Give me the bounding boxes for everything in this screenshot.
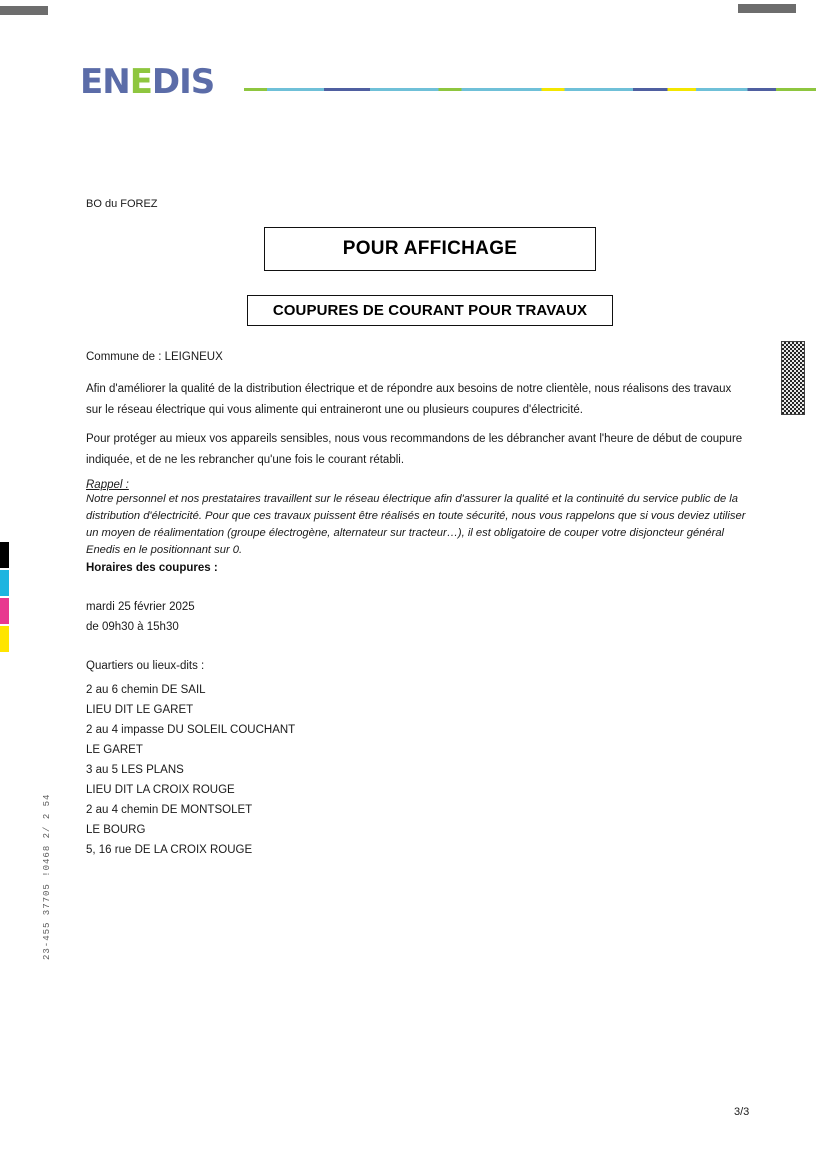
- list-item: LIEU DIT LA CROIX ROUGE: [86, 784, 235, 796]
- list-item: 3 au 5 LES PLANS: [86, 764, 184, 776]
- scan-registration-mark-right: [738, 4, 796, 13]
- page-number: 3/3: [734, 1106, 750, 1118]
- list-item: 5, 16 rue DE LA CROIX ROUGE: [86, 844, 253, 856]
- horaire-heure: de 09h30 à 15h30: [86, 621, 179, 633]
- scan-color-calibration-yellow: [0, 626, 9, 652]
- list-item: LIEU DIT LE GARET: [86, 704, 194, 716]
- horaire-date: mardi 25 février 2025: [86, 601, 195, 613]
- horaires-label: Horaires des coupures :: [86, 562, 218, 574]
- list-item: LE GARET: [86, 744, 143, 756]
- quartiers-label: Quartiers ou lieux-dits :: [86, 660, 205, 672]
- scan-color-calibration-black: [0, 542, 9, 568]
- scan-color-calibration-magenta: [0, 598, 9, 624]
- scan-side-code: 23-455 37705 !0468 2/ 2 54: [42, 793, 52, 960]
- enedis-logo: [80, 62, 214, 102]
- rappel-label: Rappel :: [86, 479, 129, 491]
- logo-text-part3: DIS: [151, 62, 215, 102]
- scan-registration-mark-left: [0, 6, 48, 15]
- header-color-rule: [244, 88, 816, 91]
- scan-color-calibration-cyan: [0, 570, 9, 596]
- title-box: POUR AFFICHAGE: [264, 227, 596, 271]
- rappel-text: Notre personnel et nos prestataires travaillent sur le réseau électrique afin d'assurer la qualité et la continuité du service public de la distribution d'électricité. Pour que ces travaux puissent être réalisés en toute sécurité, nous vous rappelons que si vous deviez utiliser un moyen de réalimentation (groupe électrogène, alternateur sur tracteur…), il est obligatoire de couper votre disjoncteur général Enedis en le positionnant sur 0.: [86, 493, 746, 556]
- datamatrix-barcode-icon: [781, 341, 805, 415]
- list-item: 2 au 6 chemin DE SAIL: [86, 684, 206, 696]
- agency-name: BO du FOREZ: [86, 198, 158, 210]
- list-item: 2 au 4 impasse DU SOLEIL COUCHANT: [86, 724, 296, 736]
- logo-text-part1: EN: [80, 62, 130, 102]
- quartiers-list: [86, 680, 295, 860]
- paragraph-improvement: Afin d'améliorer la qualité de la distribution électrique et de répondre aux besoins de notre clientèle, nous réalisons des travaux sur le réseau électrique qui vous alimente qui entraineront une ou plusieurs coupures d'électricité.: [86, 383, 732, 416]
- paragraph-protection: Pour protéger au mieux vos appareils sensibles, nous vous recommandons de les débrancher avant l'heure de début de coupure indiquée, et de ne les rebrancher qu'une fois le courant rétabli.: [86, 433, 743, 466]
- logo-text-part2: E: [129, 62, 152, 102]
- list-item: LE BOURG: [86, 824, 146, 836]
- subtitle-box: COUPURES DE COURANT POUR TRAVAUX: [247, 295, 613, 326]
- commune-line: Commune de : LEIGNEUX: [86, 351, 223, 363]
- list-item: 2 au 4 chemin DE MONTSOLET: [86, 804, 253, 816]
